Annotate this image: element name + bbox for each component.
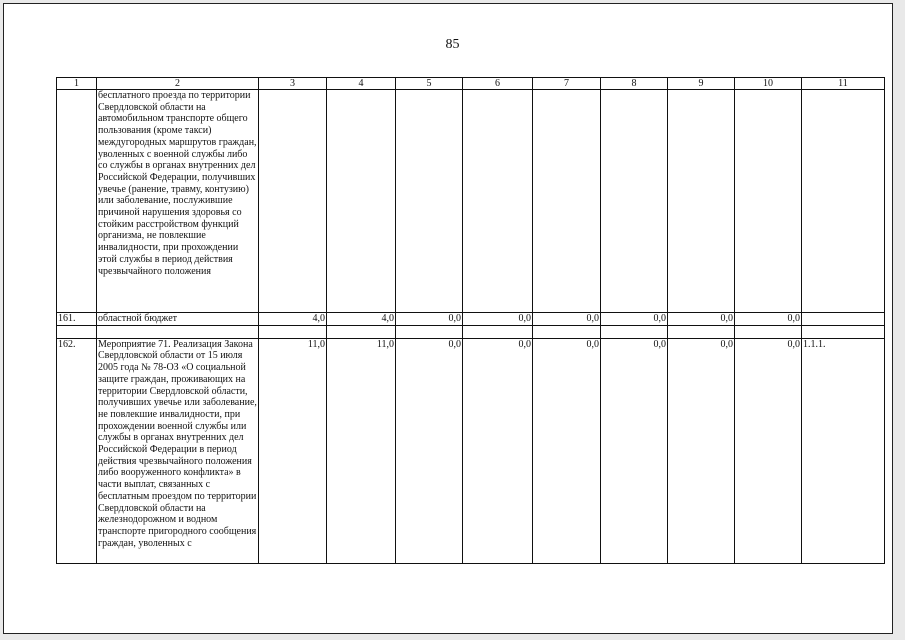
- value-cell: 0,0: [601, 338, 668, 563]
- value-cell: [533, 90, 601, 313]
- value-cell: [259, 90, 327, 313]
- value-cell: 0,0: [533, 338, 601, 563]
- value-cell: 0,0: [533, 313, 601, 326]
- value-cell: 0,0: [668, 338, 735, 563]
- value-cell: [668, 90, 735, 313]
- value-cell: 11,0: [259, 338, 327, 563]
- reference-cell: [802, 313, 885, 326]
- column-header: 5: [396, 78, 463, 90]
- value-cell: 0,0: [463, 313, 533, 326]
- value-cell: 0,0: [396, 313, 463, 326]
- row-number: 161.: [57, 313, 97, 326]
- value-cell: 0,0: [463, 338, 533, 563]
- value-cell: 4,0: [259, 313, 327, 326]
- column-header: 9: [668, 78, 735, 90]
- column-header-row: [57, 78, 885, 90]
- column-header: 2: [97, 78, 259, 90]
- column-header: 11: [802, 78, 885, 90]
- table-row-spacer: [57, 325, 885, 338]
- row-number: [57, 90, 97, 313]
- page-number: 85: [445, 37, 460, 52]
- column-header: 3: [259, 78, 327, 90]
- value-cell: 0,0: [735, 313, 802, 326]
- value-cell: [396, 90, 463, 313]
- table-row: [57, 338, 885, 563]
- row-description: областной бюджет: [97, 313, 259, 326]
- column-header: 6: [463, 78, 533, 90]
- column-header: 7: [533, 78, 601, 90]
- value-cell: 0,0: [396, 338, 463, 563]
- column-header: 4: [327, 78, 396, 90]
- reference-cell: [802, 90, 885, 313]
- row-number: 162.: [57, 338, 97, 563]
- value-cell: 11,0: [327, 338, 396, 563]
- value-cell: 0,0: [735, 338, 802, 563]
- column-header: 10: [735, 78, 802, 90]
- reference-cell: 1.1.1.: [802, 338, 885, 563]
- value-cell: 0,0: [668, 313, 735, 326]
- budget-table: [56, 77, 885, 564]
- column-header: 1: [57, 78, 97, 90]
- value-cell: [735, 90, 802, 313]
- table-row: [57, 313, 885, 326]
- value-cell: [601, 90, 668, 313]
- row-description: Мероприятие 71. Реализация Закона Свердловской области от 15 июля 2005 года № 78-ОЗ «О социальной защите граждан, проживающих на территории Свердловской области, получивших увечье или заболевание, не повлекшие инвалидности, при прохождении военной службы или службы в органах внутренних дел Российской Федерации в период действия чрезвычайного положения либо вооруженного конфликта» в части выплат, связанных с бесплатным проездом по территории Свердловской области на железнодорожном и водном транспорте пригородного сообщения граждан, уволенных с: [98, 338, 257, 549]
- value-cell: [463, 90, 533, 313]
- table-row: [57, 90, 885, 313]
- row-description: бесплатного проезда по территории Свердловской области на автомобильном транспорте общего пользования (кроме такси) междугородных маршрутов граждан, уволенных с военной службы либо со службы в органах внутренних дел Российской Федерации, получивших увечье (ранение, травму, контузию) или заболевание, послужившие причиной нарушения здоровья со стойким расстройством функций организма, не повлекшие инвалидности, при прохождении этой службы в период действия чрезвычайного положения: [97, 90, 259, 313]
- value-cell: 4,0: [327, 313, 396, 326]
- value-cell: 0,0: [601, 313, 668, 326]
- column-header: 8: [601, 78, 668, 90]
- value-cell: [327, 90, 396, 313]
